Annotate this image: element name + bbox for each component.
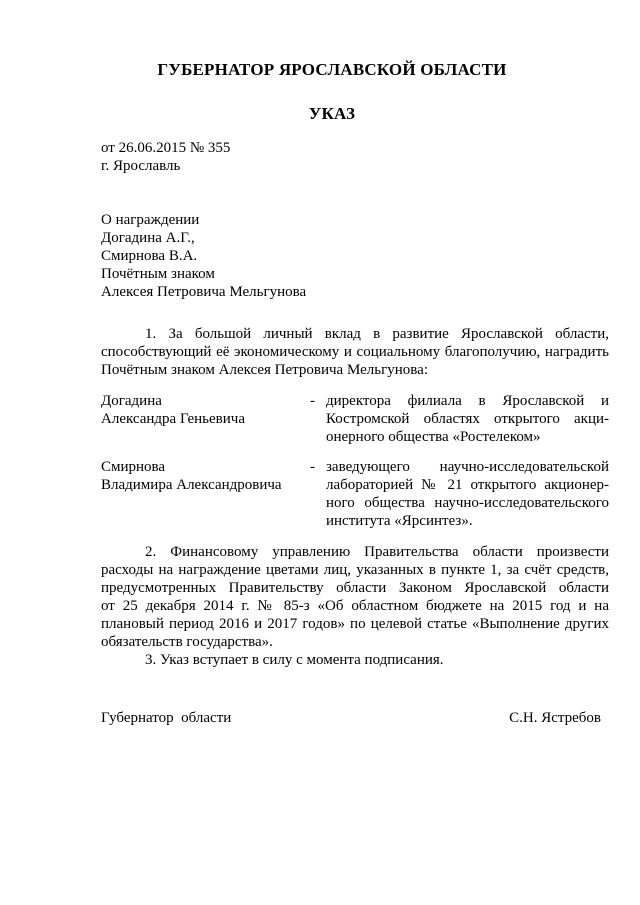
paragraph-line: способствующий её экономическому и социальному благополучию, наградить [101,344,609,360]
paragraph-line: обязательств государства». [101,634,273,650]
signatory-name: С.Н. Ястребов [509,710,601,726]
awardee-given-names: Александра Геньевича [101,411,245,427]
paragraph-line: 2. Финансовому управлению Правительства области произвести [145,544,609,560]
item-3-paragraph: 3. Указ вступает в силу с момента подписания. [145,652,444,668]
paragraph-line: плановый период 2016 и 2017 годов» по целевой статье «Выполнение других [101,616,609,632]
position-line: лабораторией № 21 открытого акционер- [326,477,609,493]
signatory-position: Губернатор области [101,710,232,726]
subject-line: Смирнова В.А. [101,248,198,264]
subject-line: Алексея Петровича Мельгунова [101,284,307,300]
awardee-position [326,392,609,446]
subject-line: Догадина А.Г., [101,230,195,246]
date-number: от 26.06.2015 № 355 [101,140,231,156]
position-line: заведующего научно-исследовательской [326,459,609,475]
awardee-name [101,458,301,494]
item-1-paragraph [101,325,609,379]
item-2-paragraph [101,543,609,651]
paragraph-line: от 25 декабря 2014 г. № 85-з «Об областном бюджете на 2015 год и на [101,598,609,614]
paragraph-line: Почётным знаком Алексея Петровича Мельгунова: [101,362,428,378]
paragraph-line: предусмотренных Правительству области Законом Ярославской области [101,580,609,596]
subject-line: Почётным знаком [101,266,215,282]
city: г. Ярославль [101,158,181,174]
subject-line: О награждении [101,212,200,228]
position-line: директора филиала в Ярославской и [326,393,609,409]
dash-separator: - [310,393,315,409]
awardee-surname: Догадина [101,393,162,409]
awardee-given-names: Владимира Александровича [101,477,282,493]
paragraph-line: 1. За большой личный вклад в развитие Ярославской области, [145,326,609,342]
document-type-heading: УКАЗ [308,104,356,123]
position-line: института «Ярсинтез». [326,513,473,529]
paragraph-line: расходы на награждение цветами лиц, указанных в пункте 1, за счёт средств, [101,562,609,578]
dash-separator: - [310,459,315,475]
awardee-position [326,458,609,530]
awardee-name [101,392,301,428]
issuing-authority-heading: ГУБЕРНАТОР ЯРОСЛАВСКОЙ ОБЛАСТИ [157,60,507,79]
position-line: онерного общества «Ростелеком» [326,429,541,445]
awardee-surname: Смирнова [101,459,166,475]
position-line: Костромской областях открытого акци- [326,411,609,427]
position-line: ного общества научно-исследовательского [326,495,609,511]
